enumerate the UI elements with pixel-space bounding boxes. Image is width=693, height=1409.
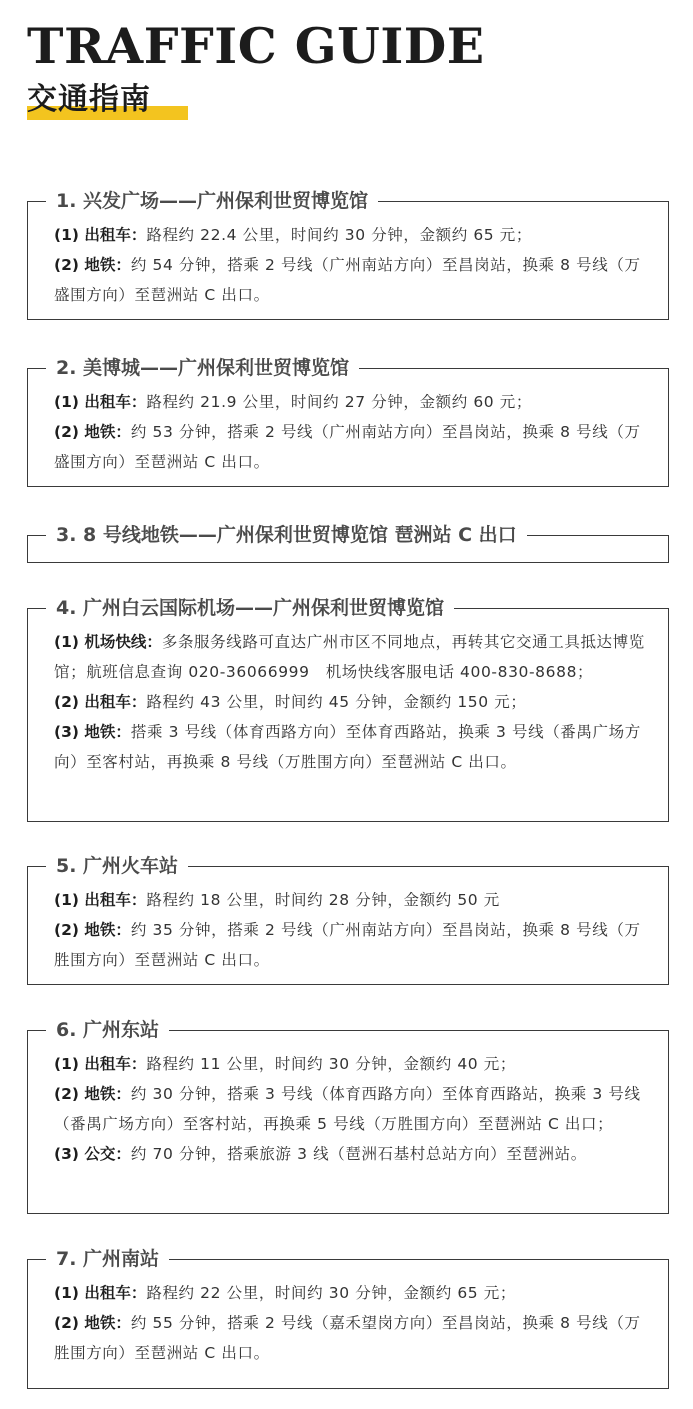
option-text: 多条服务线路可直达广州市区不同地点，再转其它交通工具抵达博览馆；航班信息查询 020-36066999 机场快线客服电话 400-830-8688； bbox=[54, 633, 645, 681]
route-option bbox=[54, 1308, 656, 1368]
route-option bbox=[54, 1139, 656, 1169]
option-text: 路程约 11 公里，时间约 30 分钟，金额约 40 元； bbox=[146, 1055, 516, 1073]
route-option bbox=[54, 387, 656, 417]
route-option bbox=[54, 717, 656, 777]
option-text: 约 70 分钟，搭乘旅游 3 线（琶洲石基村总站方向）至琶洲站。 bbox=[130, 1145, 587, 1163]
option-text: 约 35 分钟，搭乘 2 号线（广州南站方向）至昌岗站，换乘 8 号线（万胜围方向）至琶洲站 C 出口。 bbox=[54, 921, 641, 969]
page-subtitle: 交通指南 bbox=[27, 82, 151, 117]
option-text: 路程约 22 公里，时间约 30 分钟，金额约 65 元； bbox=[146, 1284, 516, 1302]
option-text: 约 55 分钟，搭乘 2 号线（嘉禾望岗方向）至昌岗站，换乘 8 号线（万胜围方向）至琶洲站 C 出口。 bbox=[54, 1314, 641, 1362]
route-section-4 bbox=[27, 597, 669, 822]
route-option bbox=[54, 627, 656, 687]
option-label: (2) 地铁： bbox=[54, 1314, 131, 1332]
page-title: TRAFFIC GUIDE bbox=[27, 17, 485, 75]
route-option bbox=[54, 250, 656, 310]
route-option bbox=[54, 915, 656, 975]
option-label: (2) 地铁： bbox=[54, 1085, 131, 1103]
route-option bbox=[54, 885, 656, 915]
route-section-3 bbox=[27, 524, 669, 563]
route-title: 3. 8 号线地铁——广州保利世贸博览馆 琶洲站 C 出口 bbox=[46, 519, 527, 551]
route-section-5 bbox=[27, 855, 669, 985]
option-label: (3) 公交： bbox=[54, 1145, 131, 1163]
route-option bbox=[54, 1079, 656, 1139]
option-label: (1) 机场快线： bbox=[54, 633, 162, 651]
option-label: (1) 出租车： bbox=[54, 226, 147, 244]
option-label: (3) 地铁： bbox=[54, 723, 131, 741]
option-label: (1) 出租车： bbox=[54, 1055, 147, 1073]
option-text: 路程约 22.4 公里，时间约 30 分钟，金额约 65 元； bbox=[146, 226, 532, 244]
route-title: 1. 兴发广场——广州保利世贸博览馆 bbox=[46, 185, 378, 217]
option-text: 约 53 分钟，搭乘 2 号线（广州南站方向）至昌岗站，换乘 8 号线（万盛围方向）至琶洲站 C 出口。 bbox=[54, 423, 641, 471]
route-option bbox=[54, 1278, 656, 1308]
route-option bbox=[54, 687, 656, 717]
option-label: (1) 出租车： bbox=[54, 1284, 147, 1302]
option-text: 搭乘 3 号线（体育西路方向）至体育西路站，换乘 3 号线（番禺广场方向）至客村站，再换乘 8 号线（万胜围方向）至琶洲站 C 出口。 bbox=[54, 723, 641, 771]
route-title: 2. 美博城——广州保利世贸博览馆 bbox=[46, 352, 359, 384]
option-text: 路程约 21.9 公里，时间约 27 分钟，金额约 60 元； bbox=[146, 393, 532, 411]
option-label: (1) 出租车： bbox=[54, 393, 147, 411]
page-subtitle-block bbox=[27, 80, 151, 122]
route-option bbox=[54, 417, 656, 477]
option-label: (2) 出租车： bbox=[54, 693, 147, 711]
route-section-7 bbox=[27, 1248, 669, 1389]
route-title: 5. 广州火车站 bbox=[46, 850, 188, 882]
route-section-2 bbox=[27, 357, 669, 487]
option-text: 路程约 18 公里，时间约 28 分钟，金额约 50 元 bbox=[146, 891, 500, 909]
option-label: (2) 地铁： bbox=[54, 256, 131, 274]
route-title: 6. 广州东站 bbox=[46, 1014, 169, 1046]
route-section-6 bbox=[27, 1019, 669, 1214]
route-section-1 bbox=[27, 190, 669, 320]
option-label: (1) 出租车： bbox=[54, 891, 147, 909]
option-text: 约 54 分钟，搭乘 2 号线（广州南站方向）至昌岗站，换乘 8 号线（万盛围方向）至琶洲站 C 出口。 bbox=[54, 256, 641, 304]
option-label: (2) 地铁： bbox=[54, 423, 131, 441]
option-text: 约 30 分钟，搭乘 3 号线（体育西路方向）至体育西路站，换乘 3 号线（番禺广场方向）至客村站，再换乘 5 号线（万胜围方向）至琶洲站 C 出口； bbox=[54, 1085, 641, 1133]
route-title: 4. 广州白云国际机场——广州保利世贸博览馆 bbox=[46, 592, 454, 624]
option-label: (2) 地铁： bbox=[54, 921, 131, 939]
route-option bbox=[54, 220, 656, 250]
route-option bbox=[54, 1049, 656, 1079]
option-text: 路程约 43 公里，时间约 45 分钟，金额约 150 元； bbox=[146, 693, 527, 711]
route-title: 7. 广州南站 bbox=[46, 1243, 169, 1275]
